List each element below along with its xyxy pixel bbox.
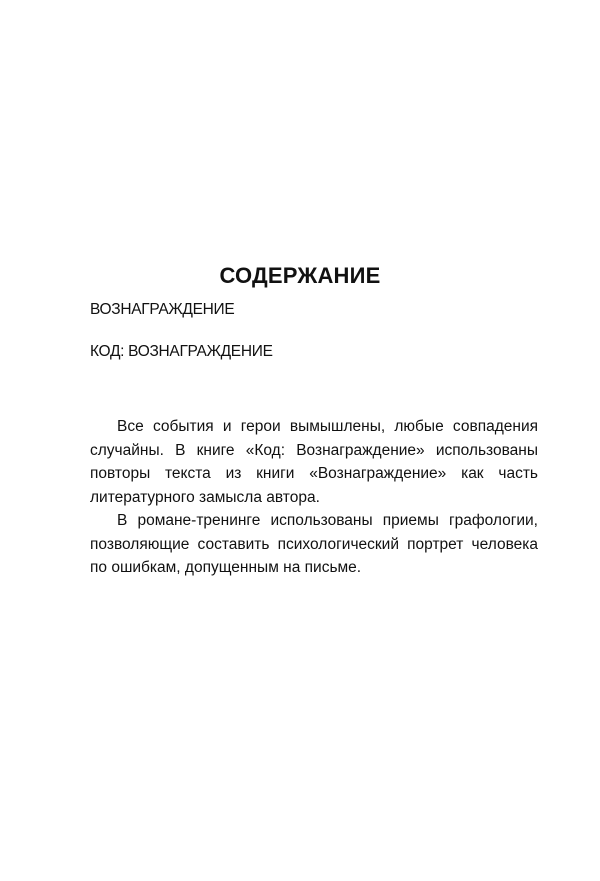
toc-item-kod-voznagrazhdenie[interactable]: КОД: ВОЗНАГРАЖДЕНИЕ (90, 343, 273, 360)
toc-item-voznagrazhdenie[interactable]: ВОЗНАГРАЖДЕНИЕ (90, 301, 235, 318)
table-of-contents-list (90, 300, 273, 362)
table-of-contents-title: СОДЕРЖАНИЕ (219, 263, 381, 288)
disclaimer-paragraph: Все события и герои вымышлены, любые совпадения случайны. В книге «Код: Вознаграждение» использованы повторы текста из книги «Вознаграждение» как часть литературного замысла автора. (90, 418, 538, 506)
disclaimer-notes (90, 415, 538, 580)
graphology-note-paragraph: В романе-тренинге использованы приемы графологии, позволяющие составить психологический портрет человека по ошибкам, допущенным на письме. (90, 512, 538, 576)
